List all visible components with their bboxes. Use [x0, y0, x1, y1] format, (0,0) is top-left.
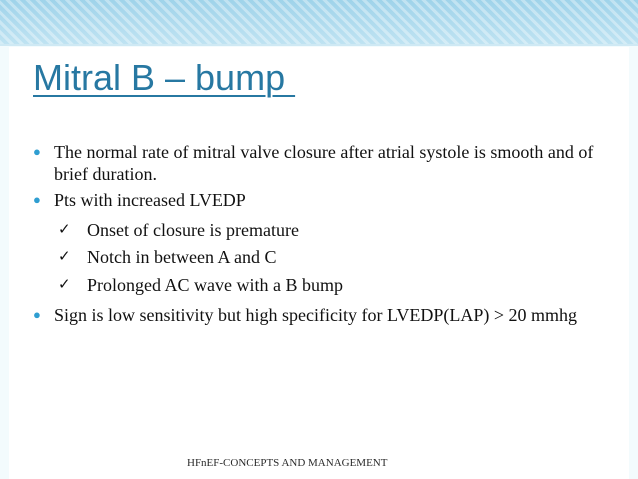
round-bullet-icon: ● [33, 307, 41, 322]
bullet-text: Prolonged AC wave with a B bump [87, 275, 343, 295]
check-mark-icon: ✓ [58, 277, 71, 293]
bullet-text: Pts with increased LVEDP [54, 190, 246, 210]
round-bullet-icon: ● [33, 192, 41, 207]
bullet-text: Notch in between A and C [87, 247, 277, 267]
check-mark-icon: ✓ [58, 249, 71, 265]
slide-title: Mitral B – bump [33, 57, 296, 98]
bullet-text: The normal rate of mitral valve closure after atrial systole is smooth and of brief duration. [54, 142, 598, 184]
round-bullet-icon: ● [33, 144, 41, 159]
bullet-text: Onset of closure is premature [87, 220, 299, 240]
bullet-text: Sign is low sensitivity but high specificity for LVEDP(LAP) > 20 mmhg [54, 305, 577, 325]
check-mark-icon: ✓ [58, 222, 71, 238]
slide-footer: HFnEF-CONCEPTS AND MANAGEMENT [187, 457, 388, 469]
